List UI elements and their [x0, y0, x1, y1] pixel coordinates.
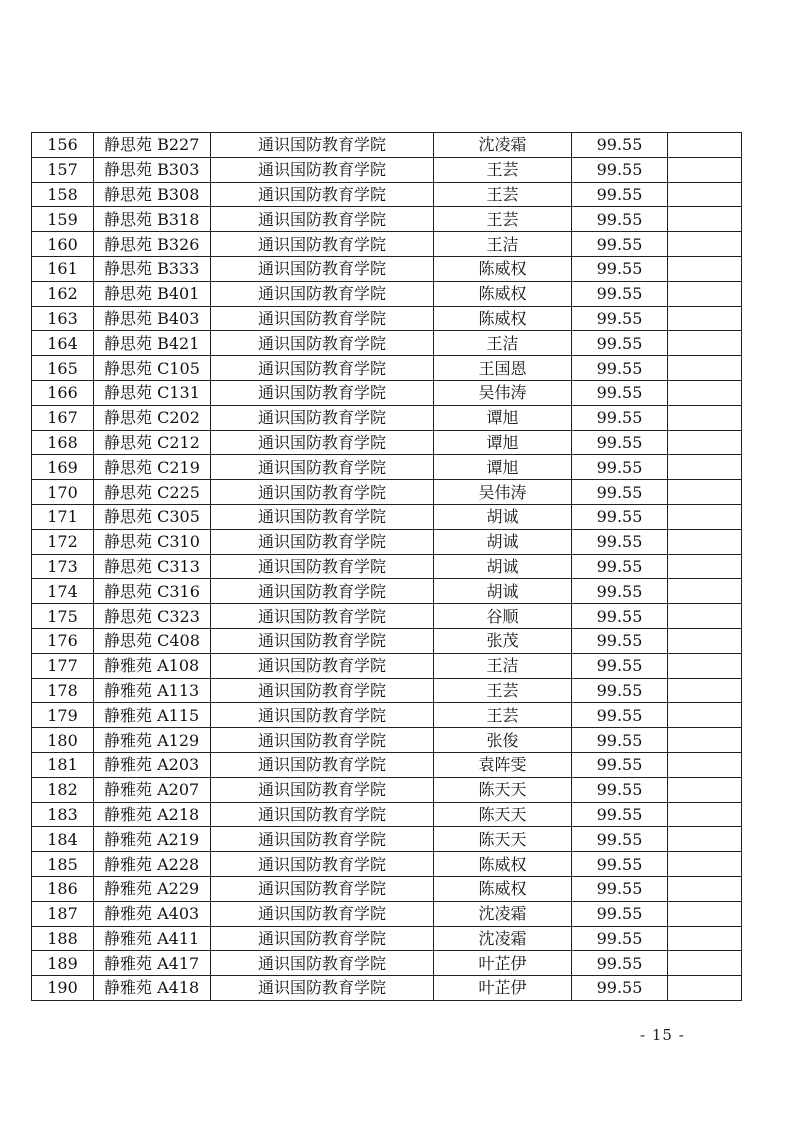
- table-row: [32, 653, 742, 678]
- row-index-cell: 157: [32, 157, 94, 182]
- college-cell: 通识国防教育学院: [211, 703, 434, 728]
- counselor-name-cell: 陈威权: [434, 852, 572, 877]
- dorm-room-cell: 静思苑 C316: [94, 579, 211, 604]
- remark-cell: [668, 678, 742, 703]
- remark-cell: [668, 827, 742, 852]
- remark-cell: [668, 133, 742, 158]
- counselor-name-cell: 谷顺: [434, 604, 572, 629]
- score-cell: 99.55: [572, 554, 668, 579]
- counselor-name-cell: 叶芷伊: [434, 976, 572, 1001]
- table-row: [32, 157, 742, 182]
- counselor-name-cell: 胡诚: [434, 529, 572, 554]
- table-row: [32, 356, 742, 381]
- remark-cell: [668, 752, 742, 777]
- table-row: [32, 678, 742, 703]
- counselor-name-cell: 张茂: [434, 628, 572, 653]
- counselor-name-cell: 陈威权: [434, 876, 572, 901]
- counselor-name-cell: 王芸: [434, 182, 572, 207]
- table-row: [32, 752, 742, 777]
- college-cell: 通识国防教育学院: [211, 752, 434, 777]
- dorm-room-cell: 静思苑 B227: [94, 133, 211, 158]
- row-index-cell: 162: [32, 281, 94, 306]
- counselor-name-cell: 谭旭: [434, 405, 572, 430]
- counselor-name-cell: 王洁: [434, 653, 572, 678]
- row-index-cell: 167: [32, 405, 94, 430]
- counselor-name-cell: 王洁: [434, 331, 572, 356]
- college-cell: 通识国防教育学院: [211, 207, 434, 232]
- table-row: [32, 306, 742, 331]
- dorm-room-cell: 静雅苑 A113: [94, 678, 211, 703]
- row-index-cell: 177: [32, 653, 94, 678]
- remark-cell: [668, 356, 742, 381]
- row-index-cell: 173: [32, 554, 94, 579]
- remark-cell: [668, 728, 742, 753]
- row-index-cell: 159: [32, 207, 94, 232]
- row-index-cell: 174: [32, 579, 94, 604]
- counselor-name-cell: 陈威权: [434, 306, 572, 331]
- table-row: [32, 976, 742, 1001]
- row-index-cell: 170: [32, 480, 94, 505]
- score-cell: 99.55: [572, 777, 668, 802]
- remark-cell: [668, 331, 742, 356]
- page-number: - 15 -: [640, 1026, 685, 1044]
- counselor-name-cell: 王芸: [434, 703, 572, 728]
- table-row: [32, 951, 742, 976]
- row-index-cell: 183: [32, 802, 94, 827]
- college-cell: 通识国防教育学院: [211, 554, 434, 579]
- remark-cell: [668, 777, 742, 802]
- college-cell: 通识国防教育学院: [211, 455, 434, 480]
- dorm-room-cell: 静雅苑 A411: [94, 926, 211, 951]
- remark-cell: [668, 579, 742, 604]
- score-cell: 99.55: [572, 703, 668, 728]
- score-cell: 99.55: [572, 356, 668, 381]
- counselor-name-cell: 胡诚: [434, 554, 572, 579]
- dorm-room-cell: 静雅苑 A203: [94, 752, 211, 777]
- counselor-name-cell: 陈威权: [434, 256, 572, 281]
- row-index-cell: 176: [32, 628, 94, 653]
- score-cell: 99.55: [572, 405, 668, 430]
- score-cell: 99.55: [572, 480, 668, 505]
- college-cell: 通识国防教育学院: [211, 281, 434, 306]
- counselor-name-cell: 王芸: [434, 678, 572, 703]
- dorm-room-cell: 静雅苑 A108: [94, 653, 211, 678]
- college-cell: 通识国防教育学院: [211, 232, 434, 257]
- college-cell: 通识国防教育学院: [211, 976, 434, 1001]
- college-cell: 通识国防教育学院: [211, 430, 434, 455]
- dorm-room-cell: 静思苑 B421: [94, 331, 211, 356]
- dorm-room-cell: 静思苑 C202: [94, 405, 211, 430]
- remark-cell: [668, 504, 742, 529]
- table-row: [32, 604, 742, 629]
- score-cell: 99.55: [572, 306, 668, 331]
- remark-cell: [668, 529, 742, 554]
- remark-cell: [668, 554, 742, 579]
- counselor-name-cell: 陈天天: [434, 802, 572, 827]
- remark-cell: [668, 703, 742, 728]
- row-index-cell: 169: [32, 455, 94, 480]
- row-index-cell: 188: [32, 926, 94, 951]
- college-cell: 通识国防教育学院: [211, 157, 434, 182]
- row-index-cell: 180: [32, 728, 94, 753]
- score-cell: 99.55: [572, 281, 668, 306]
- table-row: [32, 480, 742, 505]
- remark-cell: [668, 802, 742, 827]
- counselor-name-cell: 陈威权: [434, 281, 572, 306]
- college-cell: 通识国防教育学院: [211, 728, 434, 753]
- score-cell: 99.55: [572, 579, 668, 604]
- counselor-name-cell: 吴伟涛: [434, 480, 572, 505]
- score-cell: 99.55: [572, 455, 668, 480]
- counselor-name-cell: 王芸: [434, 157, 572, 182]
- remark-cell: [668, 976, 742, 1001]
- table-row: [32, 728, 742, 753]
- remark-cell: [668, 281, 742, 306]
- counselor-name-cell: 沈凌霜: [434, 901, 572, 926]
- table-row: [32, 430, 742, 455]
- table-row: [32, 281, 742, 306]
- score-cell: 99.55: [572, 604, 668, 629]
- counselor-name-cell: 袁阵雯: [434, 752, 572, 777]
- dorm-room-cell: 静雅苑 A403: [94, 901, 211, 926]
- college-cell: 通识国防教育学院: [211, 876, 434, 901]
- college-cell: 通识国防教育学院: [211, 480, 434, 505]
- table-row: [32, 405, 742, 430]
- score-cell: 99.55: [572, 827, 668, 852]
- score-cell: 99.55: [572, 976, 668, 1001]
- remark-cell: [668, 852, 742, 877]
- dorm-room-cell: 静思苑 C131: [94, 380, 211, 405]
- counselor-name-cell: 王国恩: [434, 356, 572, 381]
- college-cell: 通识国防教育学院: [211, 356, 434, 381]
- score-cell: 99.55: [572, 430, 668, 455]
- dorm-room-cell: 静思苑 B333: [94, 256, 211, 281]
- dorm-room-cell: 静思苑 C225: [94, 480, 211, 505]
- table-row: [32, 529, 742, 554]
- dorm-room-cell: 静思苑 C408: [94, 628, 211, 653]
- college-cell: 通识国防教育学院: [211, 678, 434, 703]
- score-cell: 99.55: [572, 232, 668, 257]
- table-row: [32, 703, 742, 728]
- table-row: [32, 331, 742, 356]
- college-cell: 通识国防教育学院: [211, 827, 434, 852]
- college-cell: 通识国防教育学院: [211, 579, 434, 604]
- row-index-cell: 171: [32, 504, 94, 529]
- score-cell: 99.55: [572, 331, 668, 356]
- dorm-room-cell: 静思苑 B303: [94, 157, 211, 182]
- row-index-cell: 184: [32, 827, 94, 852]
- counselor-name-cell: 胡诚: [434, 579, 572, 604]
- college-cell: 通识国防教育学院: [211, 802, 434, 827]
- college-cell: 通识国防教育学院: [211, 653, 434, 678]
- dorm-room-cell: 静雅苑 A218: [94, 802, 211, 827]
- dormitory-score-table: [31, 132, 742, 1001]
- dorm-room-cell: 静雅苑 A417: [94, 951, 211, 976]
- row-index-cell: 165: [32, 356, 94, 381]
- score-cell: 99.55: [572, 182, 668, 207]
- college-cell: 通识国防教育学院: [211, 133, 434, 158]
- row-index-cell: 179: [32, 703, 94, 728]
- remark-cell: [668, 405, 742, 430]
- college-cell: 通识国防教育学院: [211, 306, 434, 331]
- table-row: [32, 554, 742, 579]
- score-cell: 99.55: [572, 752, 668, 777]
- table-row: [32, 827, 742, 852]
- counselor-name-cell: 沈凌霜: [434, 133, 572, 158]
- score-cell: 99.55: [572, 926, 668, 951]
- remark-cell: [668, 653, 742, 678]
- table-row: [32, 207, 742, 232]
- dorm-room-cell: 静思苑 C323: [94, 604, 211, 629]
- remark-cell: [668, 628, 742, 653]
- college-cell: 通识国防教育学院: [211, 331, 434, 356]
- table-body: [32, 133, 742, 1001]
- counselor-name-cell: 王芸: [434, 207, 572, 232]
- score-cell: 99.55: [572, 901, 668, 926]
- college-cell: 通识国防教育学院: [211, 604, 434, 629]
- score-cell: 99.55: [572, 133, 668, 158]
- college-cell: 通识国防教育学院: [211, 405, 434, 430]
- row-index-cell: 189: [32, 951, 94, 976]
- remark-cell: [668, 232, 742, 257]
- dorm-room-cell: 静思苑 B326: [94, 232, 211, 257]
- counselor-name-cell: 叶芷伊: [434, 951, 572, 976]
- remark-cell: [668, 926, 742, 951]
- college-cell: 通识国防教育学院: [211, 777, 434, 802]
- remark-cell: [668, 604, 742, 629]
- remark-cell: [668, 901, 742, 926]
- row-index-cell: 158: [32, 182, 94, 207]
- dorm-room-cell: 静思苑 B318: [94, 207, 211, 232]
- score-cell: 99.55: [572, 951, 668, 976]
- dorm-room-cell: 静思苑 C105: [94, 356, 211, 381]
- remark-cell: [668, 207, 742, 232]
- counselor-name-cell: 张俊: [434, 728, 572, 753]
- row-index-cell: 181: [32, 752, 94, 777]
- row-index-cell: 161: [32, 256, 94, 281]
- counselor-name-cell: 谭旭: [434, 430, 572, 455]
- row-index-cell: 164: [32, 331, 94, 356]
- row-index-cell: 166: [32, 380, 94, 405]
- score-cell: 99.55: [572, 256, 668, 281]
- dorm-room-cell: 静思苑 C219: [94, 455, 211, 480]
- college-cell: 通识国防教育学院: [211, 380, 434, 405]
- row-index-cell: 156: [32, 133, 94, 158]
- college-cell: 通识国防教育学院: [211, 182, 434, 207]
- remark-cell: [668, 455, 742, 480]
- score-cell: 99.55: [572, 728, 668, 753]
- college-cell: 通识国防教育学院: [211, 901, 434, 926]
- table-row: [32, 802, 742, 827]
- college-cell: 通识国防教育学院: [211, 852, 434, 877]
- table-row: [32, 133, 742, 158]
- counselor-name-cell: 胡诚: [434, 504, 572, 529]
- row-index-cell: 190: [32, 976, 94, 1001]
- row-index-cell: 186: [32, 876, 94, 901]
- remark-cell: [668, 951, 742, 976]
- dorm-room-cell: 静思苑 B403: [94, 306, 211, 331]
- counselor-name-cell: 沈凌霜: [434, 926, 572, 951]
- row-index-cell: 187: [32, 901, 94, 926]
- score-cell: 99.55: [572, 802, 668, 827]
- table-row: [32, 455, 742, 480]
- table-row: [32, 852, 742, 877]
- remark-cell: [668, 430, 742, 455]
- counselor-name-cell: 陈天天: [434, 777, 572, 802]
- table-row: [32, 232, 742, 257]
- dorm-room-cell: 静思苑 C305: [94, 504, 211, 529]
- table-row: [32, 579, 742, 604]
- counselor-name-cell: 王洁: [434, 232, 572, 257]
- dorm-room-cell: 静思苑 C212: [94, 430, 211, 455]
- dorm-room-cell: 静思苑 B401: [94, 281, 211, 306]
- score-cell: 99.55: [572, 852, 668, 877]
- table-row: [32, 926, 742, 951]
- row-index-cell: 172: [32, 529, 94, 554]
- score-cell: 99.55: [572, 678, 668, 703]
- dorm-room-cell: 静雅苑 A207: [94, 777, 211, 802]
- college-cell: 通识国防教育学院: [211, 951, 434, 976]
- table-row: [32, 504, 742, 529]
- row-index-cell: 168: [32, 430, 94, 455]
- row-index-cell: 175: [32, 604, 94, 629]
- dorm-room-cell: 静雅苑 A228: [94, 852, 211, 877]
- college-cell: 通识国防教育学院: [211, 926, 434, 951]
- college-cell: 通识国防教育学院: [211, 504, 434, 529]
- remark-cell: [668, 306, 742, 331]
- row-index-cell: 185: [32, 852, 94, 877]
- college-cell: 通识国防教育学院: [211, 628, 434, 653]
- table-row: [32, 182, 742, 207]
- counselor-name-cell: 吴伟涛: [434, 380, 572, 405]
- dorm-room-cell: 静雅苑 A229: [94, 876, 211, 901]
- score-cell: 99.55: [572, 628, 668, 653]
- remark-cell: [668, 256, 742, 281]
- remark-cell: [668, 157, 742, 182]
- score-cell: 99.55: [572, 653, 668, 678]
- remark-cell: [668, 380, 742, 405]
- dorm-room-cell: 静雅苑 A129: [94, 728, 211, 753]
- score-cell: 99.55: [572, 876, 668, 901]
- dorm-room-cell: 静思苑 C313: [94, 554, 211, 579]
- college-cell: 通识国防教育学院: [211, 529, 434, 554]
- score-cell: 99.55: [572, 157, 668, 182]
- counselor-name-cell: 陈天天: [434, 827, 572, 852]
- dorm-room-cell: 静雅苑 A115: [94, 703, 211, 728]
- dorm-room-cell: 静思苑 C310: [94, 529, 211, 554]
- dorm-room-cell: 静雅苑 A219: [94, 827, 211, 852]
- remark-cell: [668, 182, 742, 207]
- remark-cell: [668, 876, 742, 901]
- score-cell: 99.55: [572, 380, 668, 405]
- score-cell: 99.55: [572, 504, 668, 529]
- table-row: [32, 380, 742, 405]
- row-index-cell: 178: [32, 678, 94, 703]
- dorm-room-cell: 静雅苑 A418: [94, 976, 211, 1001]
- table-row: [32, 901, 742, 926]
- remark-cell: [668, 480, 742, 505]
- table-row: [32, 628, 742, 653]
- score-cell: 99.55: [572, 529, 668, 554]
- score-cell: 99.55: [572, 207, 668, 232]
- dorm-room-cell: 静思苑 B308: [94, 182, 211, 207]
- table-row: [32, 876, 742, 901]
- row-index-cell: 163: [32, 306, 94, 331]
- row-index-cell: 182: [32, 777, 94, 802]
- table-row: [32, 777, 742, 802]
- row-index-cell: 160: [32, 232, 94, 257]
- counselor-name-cell: 谭旭: [434, 455, 572, 480]
- college-cell: 通识国防教育学院: [211, 256, 434, 281]
- table-row: [32, 256, 742, 281]
